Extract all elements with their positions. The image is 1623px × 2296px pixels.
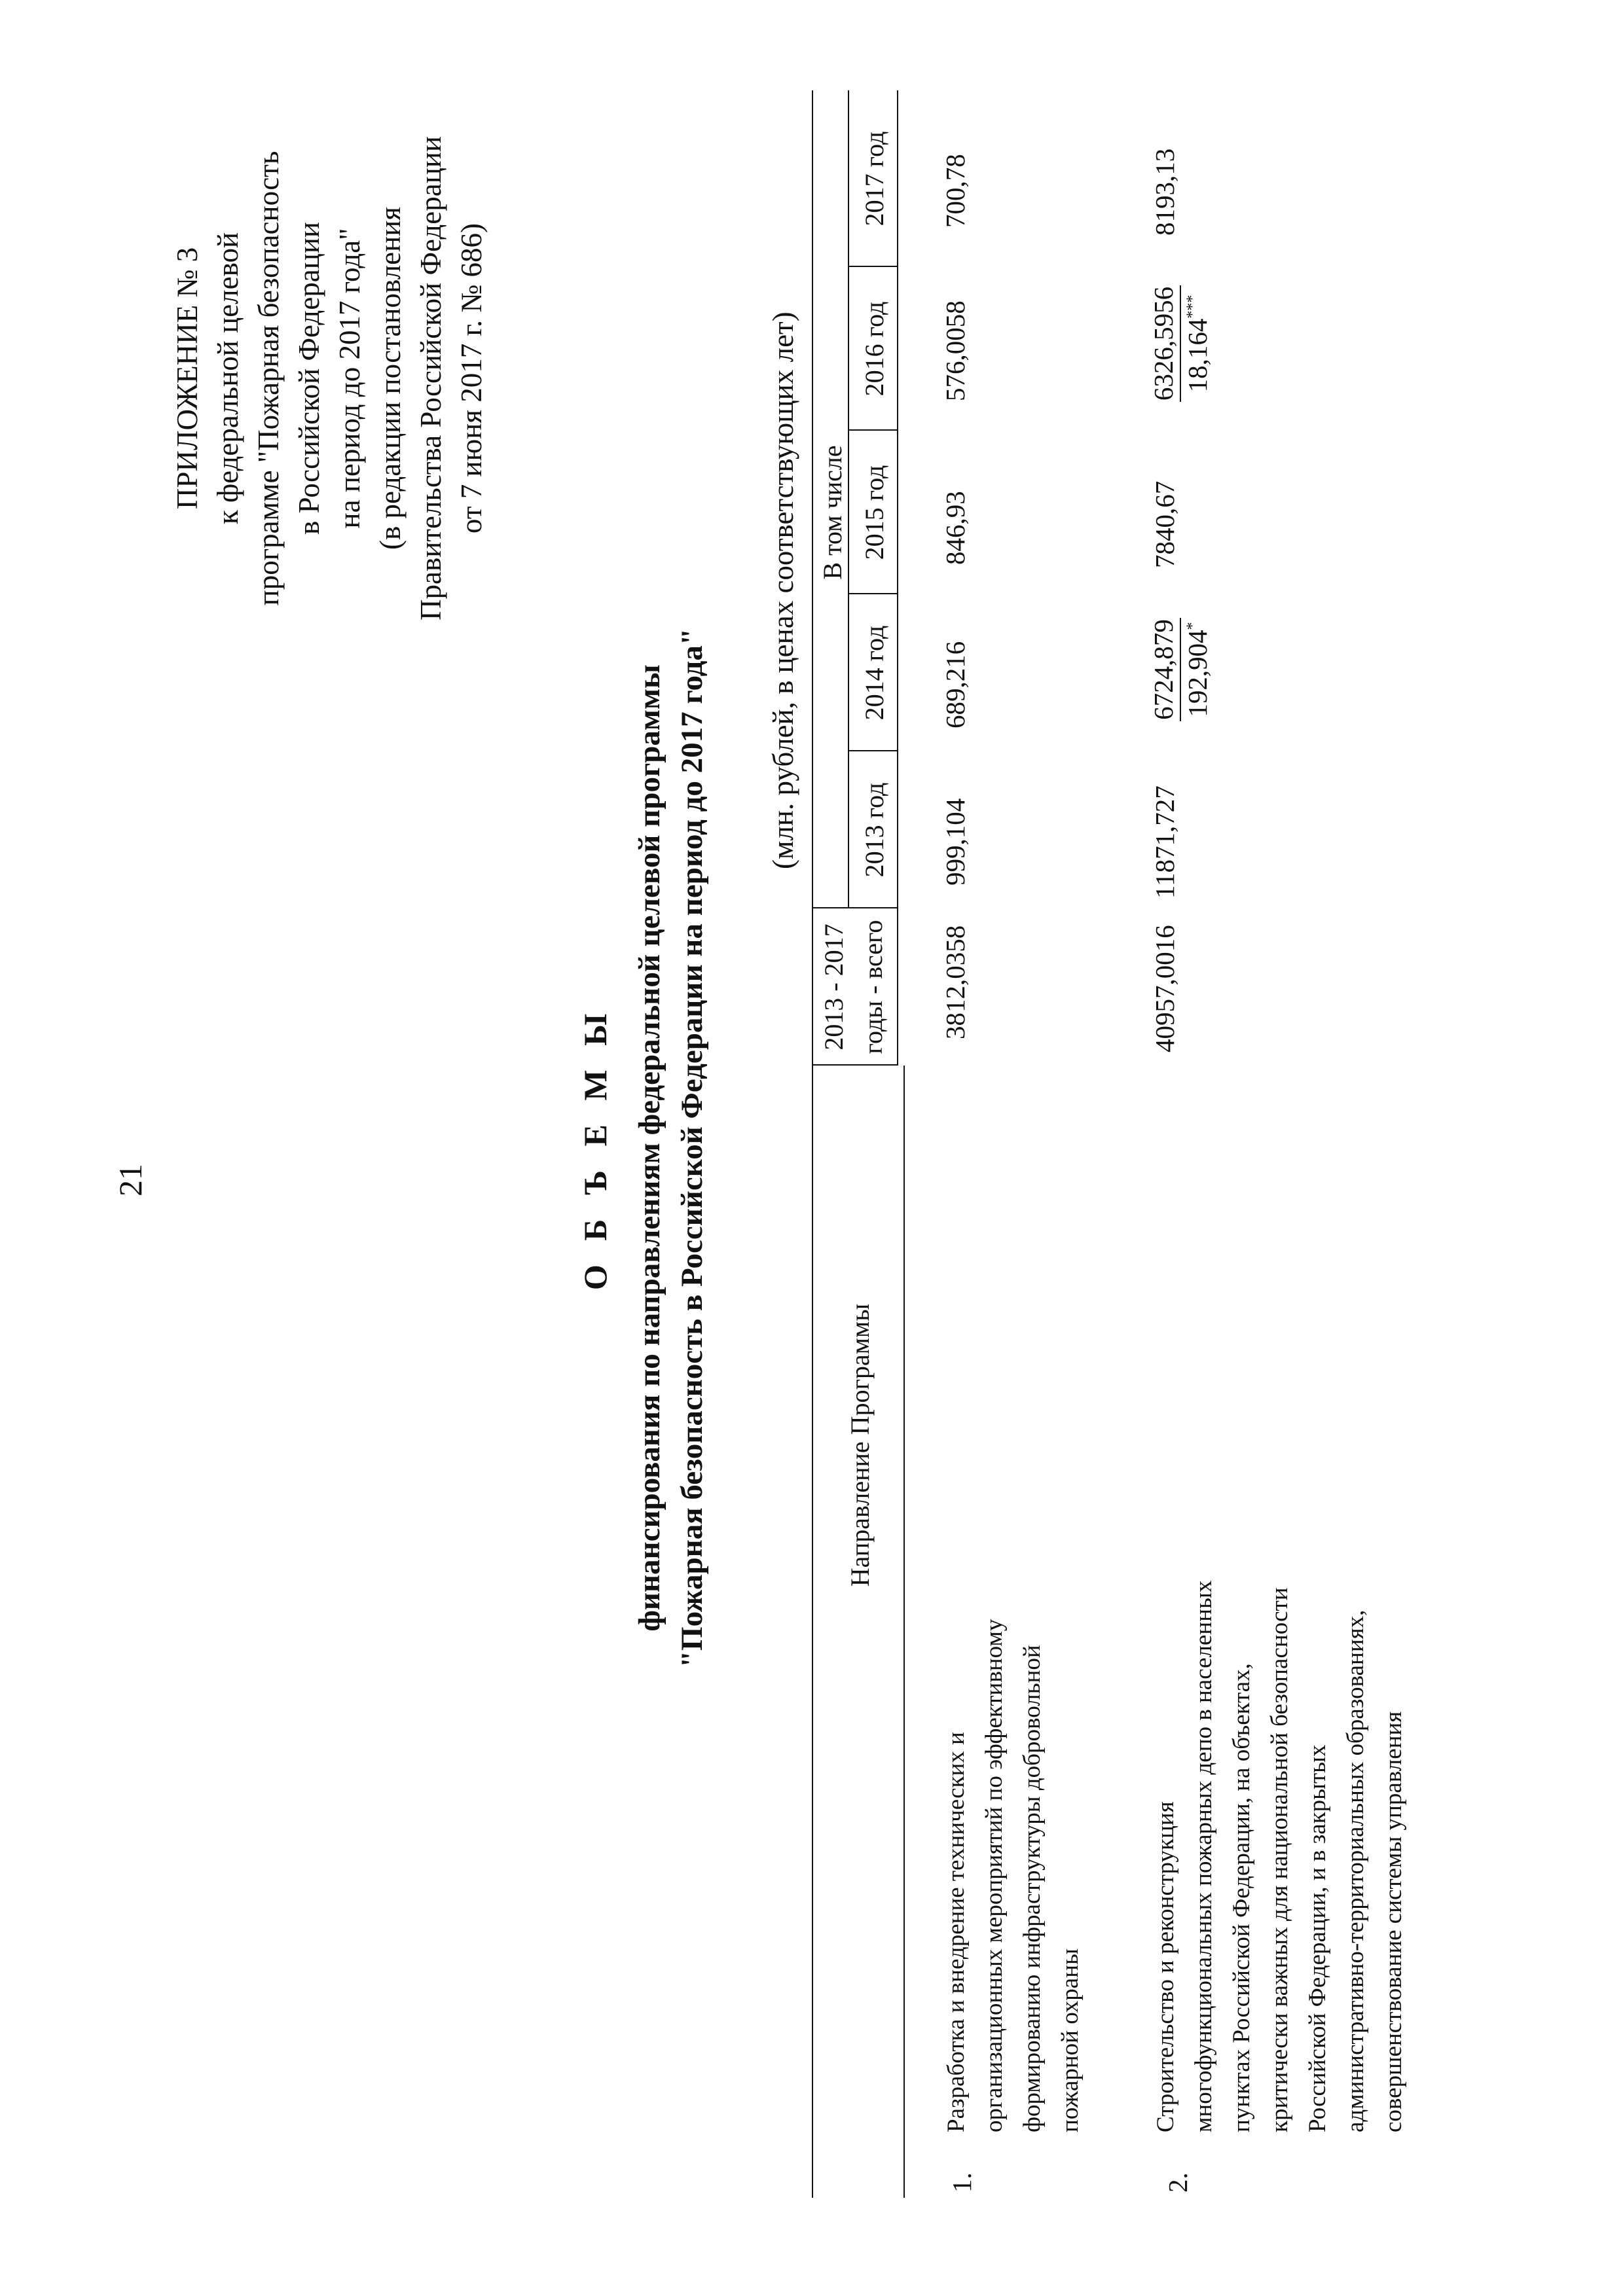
- row-2-index: 2.: [1163, 2172, 1193, 2193]
- header-including: В том числе: [818, 445, 847, 580]
- row-2-name-line: критически важных для национальной безопасности: [1266, 1587, 1293, 2132]
- header-total-line-2: годы - всего: [858, 920, 888, 1054]
- row-1-2016: 576,0058: [940, 300, 970, 401]
- appendix-line: программе "Пожарная безопасность: [252, 151, 285, 606]
- row-2-name-line: административно-территориальных образованиях,: [1342, 1609, 1369, 2132]
- row-1-name-line: Разработка и внедрение технических и: [943, 1732, 970, 2132]
- row-2-2014-footnote-mark: *: [1184, 622, 1201, 630]
- row-2-name-line: Российской Федерации, и в закрытых: [1304, 1744, 1331, 2132]
- row-2-2015: 7840,67: [1150, 480, 1180, 568]
- appendix-block: [167, 84, 492, 673]
- row-2-total: 40957,0016: [1150, 925, 1180, 1052]
- units-note: (млн. рублей, в ценах соответствующих лет): [767, 312, 799, 869]
- header-year-2016: 2016 год: [860, 301, 889, 397]
- row-2-2017: 8193,13: [1150, 148, 1180, 236]
- table-top-border: [812, 90, 813, 2198]
- row-1-2013: 999,104: [940, 798, 970, 886]
- row-2-2016-bottom: 18,164: [1182, 318, 1213, 393]
- row-2-name-line: совершенствование системы управления: [1380, 1711, 1407, 2132]
- appendix-line: в Российской Федерации: [293, 221, 325, 535]
- document-subtitle-line-2: "Пожарная безопасность в Российской Федерации на период до 2017 года": [675, 628, 709, 1668]
- row-2-2016-fraction: [1147, 268, 1214, 419]
- appendix-line: к федеральной целевой: [211, 232, 244, 525]
- row-1-2017: 700,78: [940, 154, 970, 228]
- header-year-2015: 2015 год: [860, 465, 889, 560]
- header-direction: Направление Программы: [845, 1303, 875, 1587]
- row-2-2016-footnote-mark: ***: [1184, 295, 1201, 319]
- row-2-2014-top: 6724,879: [1147, 618, 1181, 721]
- row-2-2016-top: 6326,5956: [1147, 285, 1181, 402]
- row-2-name-line: многофункциональных пожарных депо в населенных: [1190, 1580, 1217, 2132]
- header-bottom-rule: [903, 1066, 905, 2198]
- row-1-name: [938, 1216, 1089, 2132]
- year-header-rule: [897, 90, 898, 1066]
- row-1-name-line: организационных мероприятий по эффективному: [981, 1619, 1008, 2132]
- page-number: 21: [112, 1164, 149, 1196]
- row-1-name-line: пожарной охраны: [1057, 1948, 1084, 2132]
- appendix-line: Правительства Российской Федерации: [414, 136, 447, 620]
- row-2-name-line: Строительство и реконструкция: [1152, 1801, 1179, 2132]
- row-2-name: [1147, 1177, 1413, 2132]
- row-2-2014-bottom: 192,904: [1182, 630, 1213, 717]
- row-1-total: 3812,0358: [940, 925, 970, 1039]
- including-rule: [848, 90, 849, 908]
- row-2-name-line: пунктах Российской Федерации, на объектах,: [1228, 1663, 1255, 2132]
- row-2-2014-fraction: [1147, 601, 1214, 738]
- row-1-2015: 846,93: [940, 491, 970, 565]
- appendix-line: от 7 июня 2017 г. № 686): [455, 223, 488, 534]
- document-title: О Б Ъ Е М Ы: [577, 1005, 613, 1291]
- header-total-line-1: 2013 - 2017: [819, 924, 848, 1050]
- document-subtitle-line-1: финансирования по направлениям федеральной целевой программы: [632, 664, 666, 1632]
- row-1-name-line: формированию инфраструктуры добровольной: [1019, 1645, 1046, 2132]
- header-year-2014: 2014 год: [860, 625, 889, 721]
- row-2-2013: 11871,727: [1150, 785, 1180, 899]
- appendix-line: на период до 2017 года": [333, 228, 366, 529]
- row-1-index: 1.: [947, 2172, 977, 2193]
- appendix-line: ПРИЛОЖЕНИЕ № 3: [171, 247, 204, 510]
- appendix-line: (в редакции постановления: [374, 207, 407, 550]
- header-year-2017: 2017 год: [860, 131, 889, 226]
- header-year-2013: 2013 год: [860, 782, 889, 878]
- row-1-2014: 689,216: [940, 641, 970, 728]
